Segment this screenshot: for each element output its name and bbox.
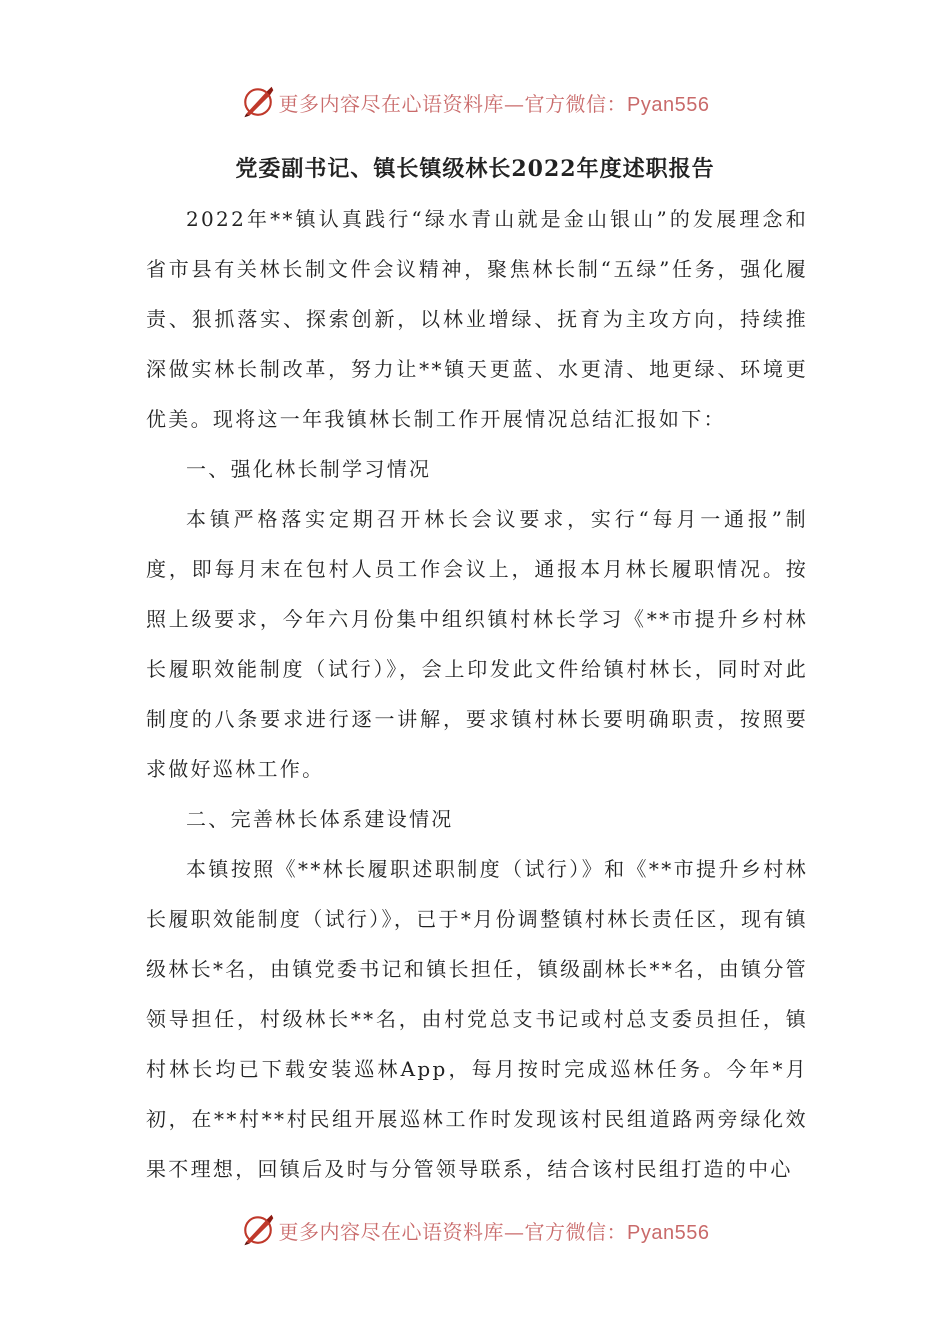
banner-text: 更多内容尽在心语资料库—官方微信：Pyan556 xyxy=(278,1219,710,1244)
pen-circle-logo-icon xyxy=(241,1213,275,1247)
paragraph-intro: 2022年**镇认真践行“绿水青山就是金山银山”的发展理念和省市县有关林长制文件会议精神，聚焦林长制“五绿”任务，强化履责、狠抓落实、探索创新，以林业增绿、抚育为主攻方向，持续推深做实林长制改革，努力让**镇天更蓝、水更清、地更绿、环境更优美。现将这一年我镇林长制工作开展情况总结汇报如下： xyxy=(146,207,808,431)
paragraph-section-2: 本镇按照《**林长履职述职制度（试行）》和《**市提升乡村林长履职效能制度（试行）》，已于*月份调整镇村林长责任区，现有镇级林长*名，由镇党委书记和镇长担任，镇级副林长**名，由镇分管领导担任，村级林长**名，由村党总支书记或村总支委员担任，镇村林长均已下载安装巡林App，每月按时完成巡林任务。今年*月初，在**村**村民组开展巡林工作时发现该村民组道路两旁绿化效果不理想，回镇后及时与分管领导联系，结合该村民组打造的中心 xyxy=(146,857,808,1181)
paragraph-section-1: 本镇严格落实定期召开林长会议要求，实行“每月一通报”制度，即每月末在包村人员工作会议上，通报本月林长履职情况。按照上级要求，今年六月份集中组织镇村林长学习《**市提升乡村林长履职效能制度（试行）》，会上印发此文件给镇村林长，同时对此制度的八条要求进行逐一讲解，要求镇村林长要明确职责，按照要求做好巡林工作。 xyxy=(146,507,808,781)
banner-text: 更多内容尽在心语资料库—官方微信：Pyan556 xyxy=(278,91,710,116)
section-heading-2: 二、完善林长体系建设情况 xyxy=(186,807,454,831)
pen-circle-logo-icon xyxy=(241,85,275,119)
document-body xyxy=(146,194,808,1194)
document-title: 党委副书记、镇长镇级林长2022年度述职报告 xyxy=(235,156,715,182)
wechat-id: Pyan556 xyxy=(627,93,710,116)
section-heading-1: 一、强化林长制学习情况 xyxy=(186,457,432,481)
wechat-id: Pyan556 xyxy=(627,1221,710,1244)
footer-watermark-banner xyxy=(0,1208,950,1252)
header-watermark-banner xyxy=(0,80,950,124)
